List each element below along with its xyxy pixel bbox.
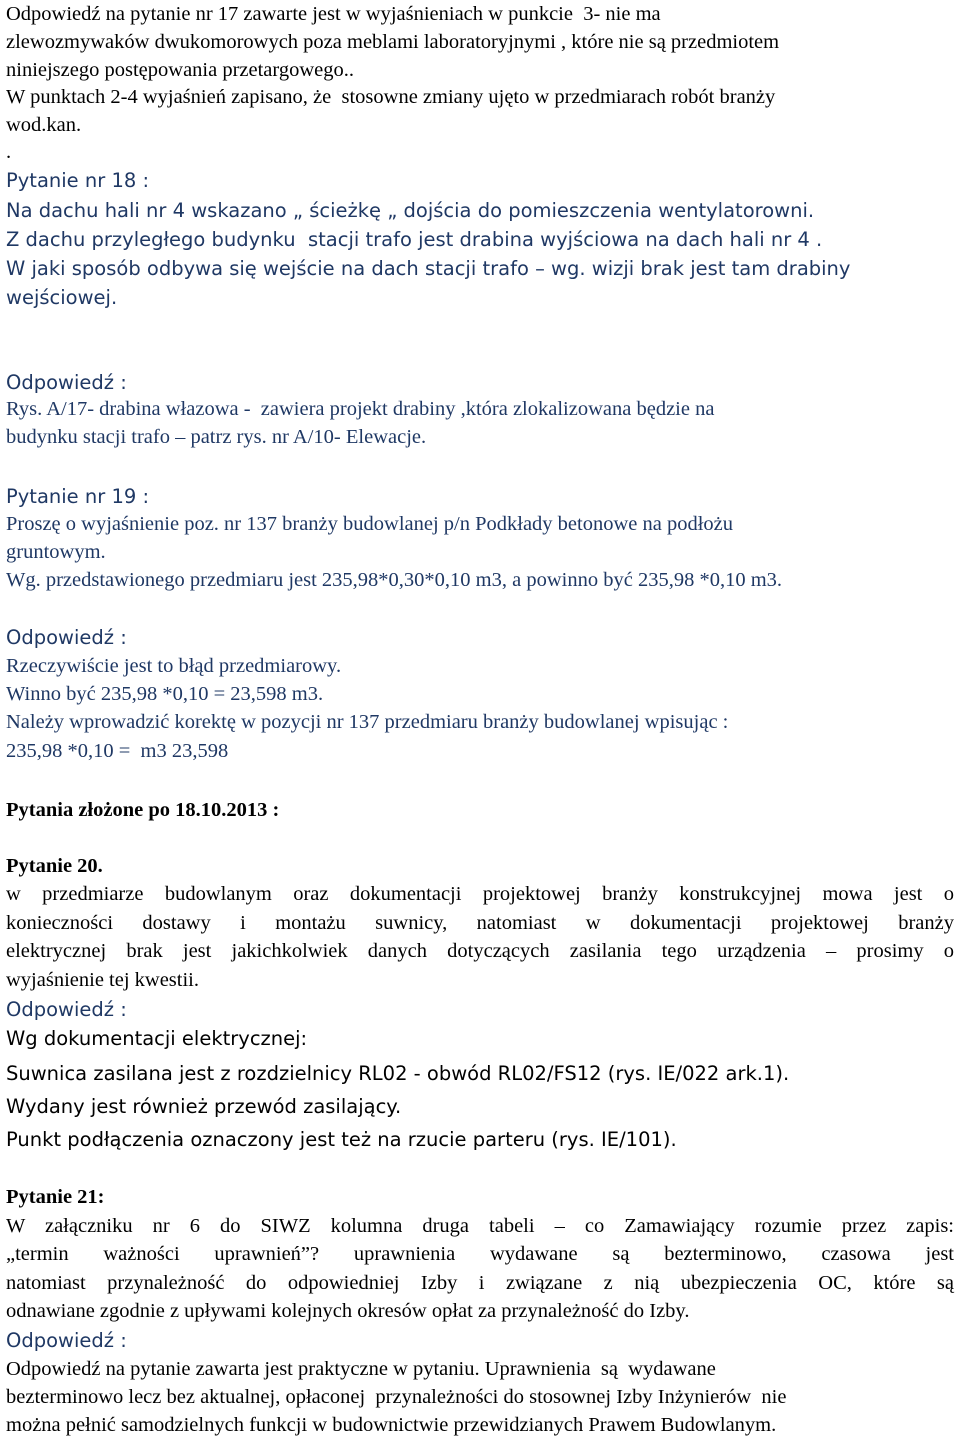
text-line: elektrycznej brak jest jakichkolwiek danych dotyczących zasilania tego urządzenia – prosimy o — [6, 940, 954, 962]
text-line: Wg dokumentacji elektrycznej: — [6, 1027, 308, 1050]
text-line: . — [6, 141, 12, 163]
text-line: Z dachu przyległego budynku stacji trafo jest drabina wyjściowa na dach hali nr 4 . — [6, 228, 823, 251]
question-20-heading: Pytanie 20. — [6, 855, 103, 877]
text-line: „termin ważności uprawnień”? uprawnienia wydawane są bezterminowo, czasowa jest — [6, 1243, 954, 1265]
text-line: wod.kan. — [6, 114, 82, 136]
text-line: Suwnica zasilana jest z rozdzielnicy RL02 - obwód RL02/FS12 (rys. IE/022 ark.1). — [6, 1062, 790, 1085]
text-line: gruntowym. — [6, 541, 106, 563]
text-line: Należy wprowadzić korektę w pozycji nr 137 przedmiaru branży budowlanej wpisując : — [6, 711, 729, 733]
text-line: W załączniku nr 6 do SIWZ kolumna druga tabeli – co Zamawiający rozumie przez zapis: — [6, 1215, 954, 1237]
text-line: Na dachu hali nr 4 wskazano „ ścieżkę „ dojścia do pomieszczenia wentylatorowni. — [6, 199, 815, 222]
question-19-heading: Pytanie nr 19 : — [6, 485, 150, 508]
text-line: budynku stacji trafo – patrz rys. nr A/10- Elewacje. — [6, 426, 427, 448]
section-heading: Pytania złożone po 18.10.2013 : — [6, 799, 280, 821]
text-line: natomiast przynależność do odpowiedniej Izby i związane z nią ubezpieczenia OC, które są — [6, 1272, 954, 1294]
text-line: Wg. przedstawionego przedmiaru jest 235,98*0,30*0,10 m3, a powinno być 235,98 *0,10 m3. — [6, 569, 783, 591]
question-21-heading: Pytanie 21: — [6, 1186, 105, 1208]
text-line: bezterminowo lecz bez aktualnej, opłaconej przynależności do stosownej Izby Inżynierów nie — [6, 1386, 787, 1408]
text-line: konieczności dostawy i montażu suwnicy, natomiast w dokumentacji projektowej branży — [6, 912, 954, 934]
text-line: Wydany jest również przewód zasilający. — [6, 1095, 402, 1118]
text-line: zlewozmywaków dwukomorowych poza meblami laboratoryjnymi , które nie są przedmiotem — [6, 31, 780, 53]
text-line: Winno być 235,98 *0,10 = 23,598 m3. — [6, 683, 324, 705]
text-line: W jaki sposób odbywa się wejście na dach stacji trafo – wg. wizji brak jest tam drabiny — [6, 257, 851, 280]
text-line: w przedmiarze budowlanym oraz dokumentacji projektowej branży konstrukcyjnej mowa jest o — [6, 883, 954, 905]
answer-heading: Odpowiedź : — [6, 998, 127, 1021]
text-line: Proszę o wyjaśnienie poz. nr 137 branży budowlanej p/n Podkłady betonowe na podłożu — [6, 513, 734, 535]
question-18-heading: Pytanie nr 18 : — [6, 169, 150, 192]
text-line: 235,98 *0,10 = m3 23,598 — [6, 740, 229, 762]
text-line: wyjaśnienie tej kwestii. — [6, 969, 199, 991]
text-line: W punktach 2-4 wyjaśnień zapisano, że stosowne zmiany ujęto w przedmiarach robót branży — [6, 86, 776, 108]
text-line: Odpowiedź na pytanie zawarta jest praktyczne w pytaniu. Uprawnienia są wydawane — [6, 1358, 716, 1380]
text-line: Rys. A/17- drabina włazowa - zawiera projekt drabiny ,która zlokalizowana będzie na — [6, 398, 715, 420]
answer-heading: Odpowiedź : — [6, 626, 127, 649]
answer-heading: Odpowiedź : — [6, 1329, 127, 1352]
text-line: Punkt podłączenia oznaczony jest też na rzucie parteru (rys. IE/101). — [6, 1128, 677, 1151]
answer-heading: Odpowiedź : — [6, 371, 127, 394]
text-line: Odpowiedź na pytanie nr 17 zawarte jest w wyjaśnieniach w punkcie 3- nie ma — [6, 3, 661, 25]
text-line: odnawiane zgodnie z upływami kolejnych okresów opłat za przynależność do Izby. — [6, 1300, 690, 1322]
text-line: wejściowej. — [6, 286, 118, 309]
text-line: niniejszego postępowania przetargowego.. — [6, 59, 355, 81]
text-line: można pełnić samodzielnych funkcji w budownictwie przewidzianych Prawem Budowlanym. — [6, 1414, 777, 1436]
text-line: Rzeczywiście jest to błąd przedmiarowy. — [6, 655, 342, 677]
